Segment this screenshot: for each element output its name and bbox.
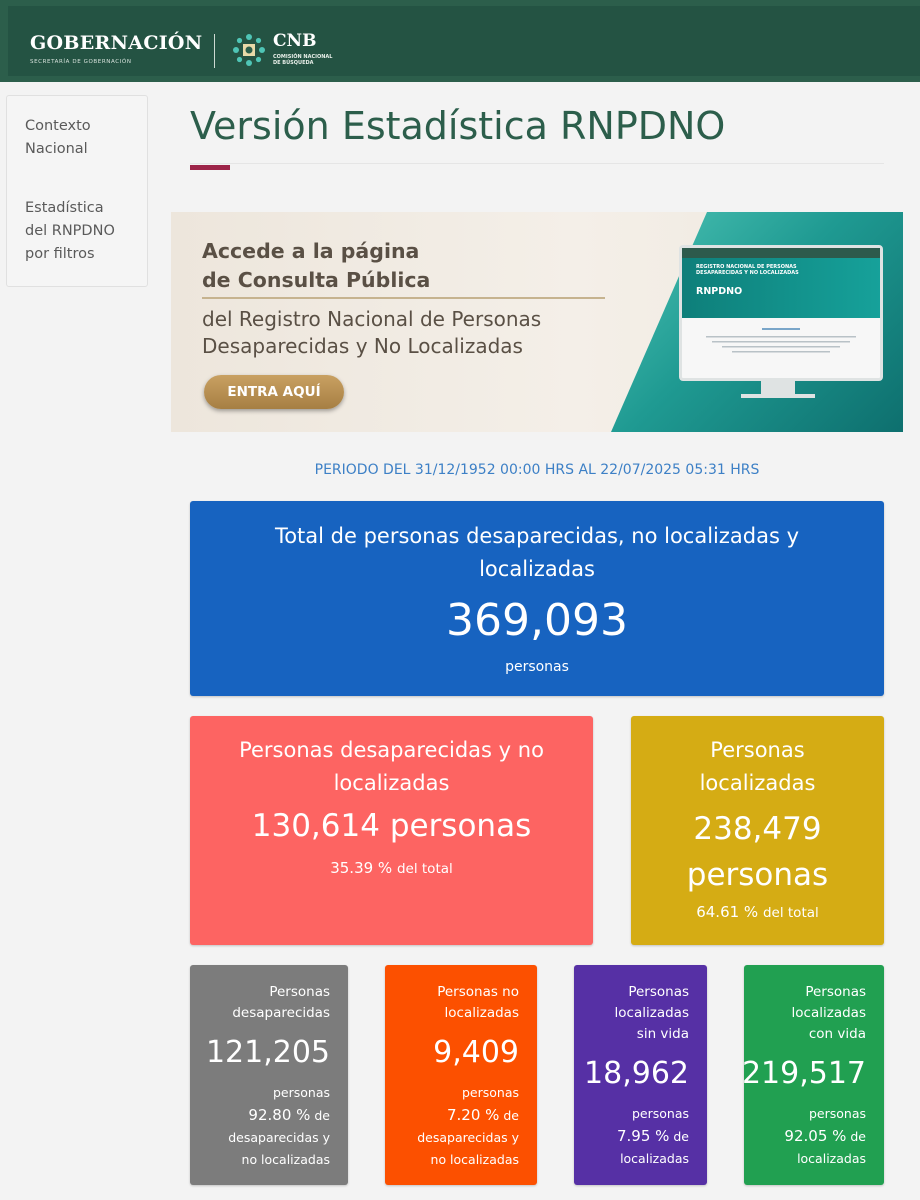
percentage-suffix: de	[314, 1108, 330, 1123]
percentage-suffix: de	[850, 1129, 866, 1144]
percentage-value: 7.20 %	[446, 1106, 500, 1124]
top-header-bar	[0, 0, 920, 82]
monitor-caption-line-2: DESAPARECIDAS Y NO LOCALIZADAS	[696, 270, 799, 276]
card-label-line-2: localizadas	[791, 1005, 866, 1021]
total-label-line-1: Total de personas desaparecidas, no localizadas y	[274, 524, 800, 548]
card-value: 130,614 personas	[251, 808, 532, 844]
cnb-subtitle-line-1: COMISIÓN NACIONAL	[273, 54, 333, 60]
percentage-reference-line-1: desaparecidas y	[417, 1130, 519, 1145]
card-unit: personas	[631, 1106, 689, 1121]
card-label-line-2: localizadas	[614, 1005, 689, 1021]
card-value-number: 238,479	[693, 811, 822, 847]
card-details	[726, 1103, 866, 1170]
entra-aqui-button[interactable]: ENTRA AQUÍ	[204, 375, 344, 409]
card-label-line-1: Personas no	[437, 984, 519, 1000]
percentage-value: 92.80 %	[248, 1106, 311, 1124]
monitor-text-placeholder-lines	[702, 326, 860, 366]
sidebar-item-label: del RNPDNO	[25, 223, 115, 239]
percentage-reference-line-2: no localizadas	[241, 1152, 330, 1167]
card-label-line-2: localizadas	[699, 771, 816, 795]
percentage-reference: localizadas	[797, 1151, 866, 1166]
card-label-line-3: con vida	[808, 1026, 866, 1042]
card-label	[559, 982, 689, 1045]
periodo-text: PERIODO DEL 31/12/1952 00:00 HRS AL 22/07/2025 05:31 HRS	[314, 462, 760, 478]
monitor-illustration	[679, 245, 883, 381]
desaparecidas-card	[190, 965, 348, 1185]
no-localizadas-card	[385, 965, 537, 1185]
card-label	[200, 982, 330, 1024]
sidebar-item-estadistica-filtros[interactable]	[25, 197, 135, 266]
monitor-base	[741, 394, 815, 398]
localizadas-card	[631, 716, 884, 945]
card-value: 18,962	[584, 1056, 689, 1091]
percentage-reference: localizadas	[620, 1151, 689, 1166]
localizadas-con-vida-card	[741, 965, 884, 1185]
total-label	[190, 520, 884, 586]
banner-heading-line-1: Accede a la página	[202, 239, 420, 263]
percentage-suffix: del total	[396, 861, 453, 877]
card-label	[190, 734, 593, 800]
sidebar-item-label: por filtros	[25, 246, 95, 262]
consulta-publica-banner[interactable]	[171, 212, 903, 432]
card-label-line-1: Personas	[710, 738, 805, 762]
monitor-caption-line-1: REGISTRO NACIONAL DE PERSONAS	[696, 264, 797, 270]
sidebar-item-contexto-nacional[interactable]	[25, 115, 135, 161]
total-unit: personas	[505, 659, 569, 675]
card-details	[549, 1103, 689, 1170]
percentage-value: 64.61 %	[696, 903, 759, 921]
total-label-line-2: localizadas	[479, 557, 595, 581]
card-details	[379, 1082, 519, 1171]
title-divider	[190, 163, 884, 164]
sidebar-item-label: Estadística	[25, 200, 104, 216]
card-value	[631, 806, 884, 898]
banner-text-line-2: Desaparecidas y No Localizadas	[202, 334, 523, 358]
card-details	[190, 1082, 330, 1171]
header-logos-area	[8, 6, 920, 76]
cnb-subtitle	[273, 54, 332, 66]
monitor-screen-title: RNPDNO	[696, 286, 743, 297]
card-percentage	[190, 859, 593, 877]
banner-heading-line-2: de Consulta Pública	[202, 268, 431, 292]
cnb-logo-text[interactable]: CNB	[273, 31, 317, 51]
total-card	[190, 501, 884, 696]
total-value: 369,093	[446, 595, 628, 646]
desaparecidas-no-localizadas-card	[190, 716, 593, 945]
percentage-value: 35.39 %	[330, 859, 393, 877]
percentage-suffix: de	[503, 1108, 519, 1123]
card-value-unit: personas	[686, 857, 829, 893]
percentage-suffix: del total	[762, 905, 819, 921]
card-label-line-1: Personas	[805, 984, 866, 1000]
card-label-line-2: desaparecidas	[232, 1005, 330, 1021]
logo-divider	[214, 34, 215, 68]
card-label-line-1: Personas	[628, 984, 689, 1000]
localizadas-sin-vida-card	[574, 965, 707, 1185]
title-accent-bar	[190, 165, 230, 170]
percentage-value: 7.95 %	[616, 1127, 670, 1145]
card-label-line-2: localizadas	[444, 1005, 519, 1021]
sidebar-item-label: Contexto	[25, 118, 91, 134]
percentage-reference-line-2: no localizadas	[430, 1152, 519, 1167]
card-label-line-1: Personas	[269, 984, 330, 1000]
cnb-subtitle-line-2: DE BÚSQUEDA	[273, 60, 314, 66]
card-label	[631, 734, 884, 800]
percentage-value: 92.05 %	[784, 1127, 847, 1145]
card-label	[736, 982, 866, 1045]
percentage-suffix: de	[673, 1129, 689, 1144]
card-unit: personas	[272, 1085, 330, 1100]
card-value: 219,517	[741, 1056, 866, 1091]
banner-text-line-1: del Registro Nacional de Personas	[202, 307, 542, 331]
sidebar-menu	[6, 95, 148, 287]
card-unit: personas	[461, 1085, 519, 1100]
card-label	[389, 982, 519, 1024]
monitor-screen-header	[682, 248, 880, 258]
card-label-line-2: localizadas	[333, 771, 450, 795]
card-label-line-3: sin vida	[636, 1026, 689, 1042]
page-title: Versión Estadística RNPDNO	[190, 104, 726, 148]
card-unit: personas	[808, 1106, 866, 1121]
percentage-reference-line-1: desaparecidas y	[228, 1130, 330, 1145]
cnb-emblem-icon[interactable]	[231, 32, 267, 68]
gobernacion-subtitle: SECRETARÍA DE GOBERNACIÓN	[30, 59, 132, 65]
monitor-screen-caption	[696, 264, 799, 276]
card-value: 9,409	[433, 1035, 519, 1070]
gobernacion-logo-text[interactable]: GOBERNACIÓN	[30, 32, 203, 54]
banner-divider	[202, 297, 605, 299]
card-label-line-1: Personas desaparecidas y no	[239, 738, 544, 762]
card-value: 121,205	[205, 1035, 330, 1070]
card-percentage	[631, 903, 884, 921]
sidebar-item-label: Nacional	[25, 141, 88, 157]
